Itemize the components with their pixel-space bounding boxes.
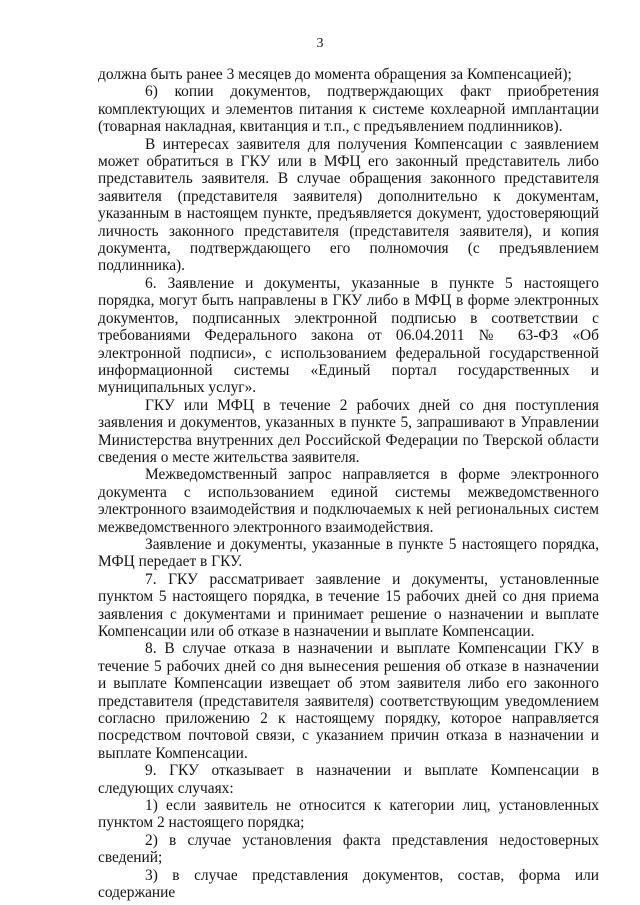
paragraph-item-6: 6) копии документов, подтверждающих факт приобретения комплектующих и элементов питания к системе кохлеарной имплантации (товарная накладная, квитанция и т.п., с предъявлением подлинников). [98, 83, 599, 136]
page-number: 3 [316, 36, 324, 51]
paragraph-representative: В интересах заявителя для получения Компенсации с заявлением может обратиться в ГКУ или в МФЦ его законный представитель либо представитель заявителя. В случае обращения законного представителя заявителя (представителя заявителя) дополнительно к документам, указанным в настоящем пункте, предъявляется документ, удостоверяющий личность законного представителя (представителя заявителя), и копия документа, подтверждающего его полномочия (с предъявлением подлинника). [98, 135, 599, 275]
paragraph-request-mvd: ГКУ или МФЦ в течение 2 рабочих дней со дня поступления заявления и документов, указанных в пункте 5, запрашивают в Управлении Министерства внутренних дел Российской Федерации по Тверской области сведения о месте жительства заявителя. [98, 396, 599, 466]
paragraph-mfc-transfer: Заявление и документы, указанные в пункте 5 настоящего порядка, МФЦ передает в ГКУ. [98, 535, 599, 571]
paragraph-point-8: 8. В случае отказа в назначении и выплате Компенсации ГКУ в течение 5 рабочих дней со дня вынесения решения об отказе в назначении и выплате Компенсации извещает об этом заявителя либо его законного представителя (представителя заявителя) соответствующим уведомлением согласно приложению 2 к настоящему порядку, которое направляется посредством почтовой связи, с указанием причин отказа в назначении и выплате Компенсации. [98, 640, 599, 762]
document-body [98, 66, 599, 902]
paragraph-continuation: должна быть ранее 3 месяцев до момента обращения за Компенсацией); [98, 66, 572, 83]
paragraph-point-9: 9. ГКУ отказывает в назначении и выплате Компенсации в следующих случаях: [98, 762, 599, 797]
list-item-2: 2) в случае установления факта представления недостоверных сведений; [98, 831, 599, 867]
paragraph-point-7: 7. ГКУ рассматривает заявление и документы, установленные пунктом 5 настоящего порядка, в течение 15 рабочих дней со дня приема заявления с документами и принимает решение о назначении и выплате Компенсации или об отказе в назначении и выплате Компенсации. [98, 570, 599, 640]
list-item-1: 1) если заявитель не относится к категории лиц, установленных пунктом 2 настоящего порядка; [98, 797, 599, 832]
paragraph-interagency-request: Межведомственный запрос направляется в форме электронного документа с использованием единой системы межведомственного электронного взаимодействия и подключаемых к ней региональных систем межведомственного электронного взаимодействия. [98, 466, 599, 536]
list-item-3: 3) в случае представления документов, состав, форма или содержание [98, 866, 599, 902]
paragraph-point-6: 6. Заявление и документы, указанные в пункте 5 настоящего порядка, могут быть направлены в ГКУ либо в МФЦ в форме электронных документов, подписанных электронной подписью в соответствии с требованиями Федерального закона от 06.04.2011 № 63-ФЗ «Об электронной подписи», с использованием федеральной государственной информационной системы «Единый портал государственных и муниципальных услуг». [98, 274, 599, 397]
